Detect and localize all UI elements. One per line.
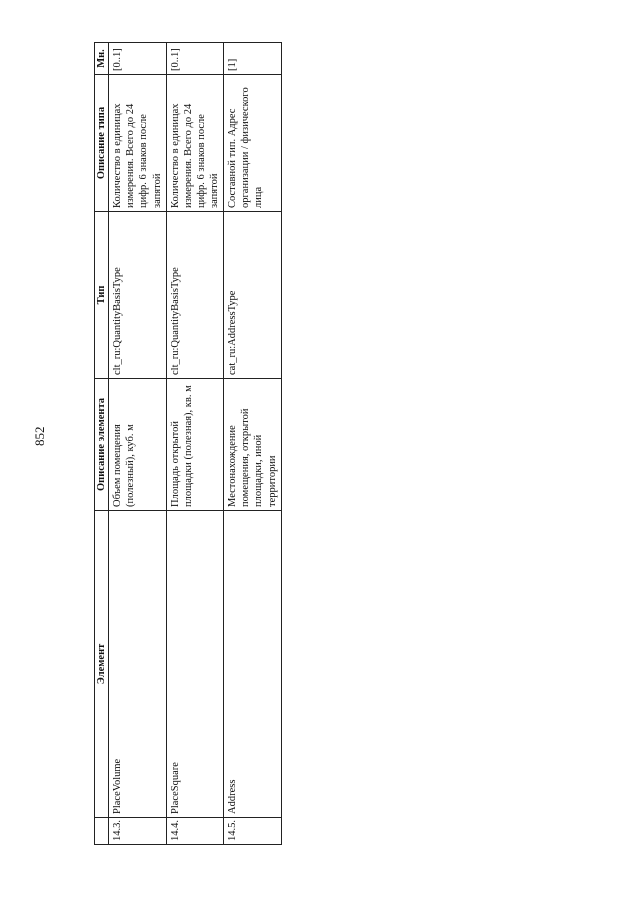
element-table <box>94 42 282 845</box>
table-header-row <box>95 43 109 845</box>
row-number: 14.3. <box>109 818 167 845</box>
table-row <box>224 43 282 845</box>
row-element: Address <box>224 511 282 818</box>
rotated-table-container <box>94 48 278 845</box>
row-number: 14.4. <box>166 818 224 845</box>
row-description: Площадь открытой площадки (полезная), кв. м <box>166 379 224 511</box>
row-multiplicity: [0..1] <box>166 43 224 75</box>
row-description: Местонахождение помещения, открытой площадки, иной территории <box>224 379 282 511</box>
row-type: clt_ru:QuantityBasisType <box>109 212 167 379</box>
row-description: Объем помещения (полезный), куб. м <box>109 379 167 511</box>
row-multiplicity: [0..1] <box>109 43 167 75</box>
row-type-description: Составной тип. Адрес организации / физического лица <box>224 75 282 212</box>
page-number: 852 <box>32 426 47 446</box>
header-type: Тип <box>95 212 109 379</box>
table-row <box>109 43 167 845</box>
row-element: PlaceSquare <box>166 511 224 818</box>
row-element: PlaceVolume <box>109 511 167 818</box>
row-number: 14.5. <box>224 818 282 845</box>
header-num <box>95 818 109 845</box>
table-row <box>166 43 224 845</box>
row-type-description: Количество в единицах измерения. Всего до 24 цифр. 6 знаков после запятой <box>166 75 224 212</box>
row-type: cat_ru:AddressType <box>224 212 282 379</box>
row-type: clt_ru:QuantityBasisType <box>166 212 224 379</box>
header-multiplicity: Мн. <box>95 43 109 75</box>
row-type-description: Количество в единицах измерения. Всего до 24 цифр. 6 знаков после запятой <box>109 75 167 212</box>
header-type-description: Описание типа <box>95 75 109 212</box>
header-element: Элемент <box>95 511 109 818</box>
header-description: Описание элемента <box>95 379 109 511</box>
row-multiplicity: [1] <box>224 43 282 75</box>
